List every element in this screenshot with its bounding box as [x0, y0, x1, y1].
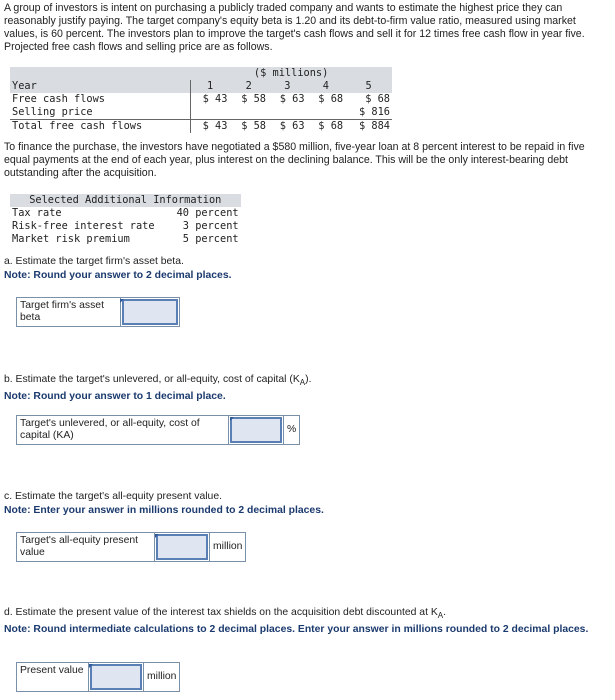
- table-row: [10, 220, 241, 233]
- answer-box-a: [16, 297, 180, 327]
- value-cell: $ 43: [190, 120, 229, 134]
- tax-shield-pv-input[interactable]: [90, 664, 142, 690]
- question-d-text: d. Estimate the present value of the interest tax shields on the acquisition debt discounted at K: [4, 607, 438, 618]
- info-value: 40 percent: [176, 207, 239, 219]
- value-cell: $ 58: [241, 93, 267, 105]
- finance-paragraph: To finance the purchase, the investors have negotiated a $580 million, five-year loan at 8 percent interest to be repaid in five equal payments at the end of each year, plus interest on the declining balance. This will be the only interest-bearing debt outstanding after the acquisition.: [4, 141, 585, 179]
- table-row: [10, 93, 392, 106]
- info-label: Market risk premium: [12, 233, 130, 245]
- year-cell: 1: [190, 80, 229, 93]
- intro-paragraph: A group of investors is intent on purchasing a publicly traded company and wants to estimate the highest price they can reasonably justify paying. The target company's equity beta is 1.20 and its debt-to-firm value ratio, measured using market values, is 60 percent. The investors plan to improve the target's cash flows and sell it for 12 times free cash flow in year five. Projected free cash flows and selling price are as follows.: [4, 2, 585, 53]
- table-row: [10, 233, 241, 246]
- info-value: 5 percent: [182, 233, 239, 245]
- question-c: [4, 490, 604, 518]
- question-d: [4, 606, 604, 637]
- question-d-note: Note: Round intermediate calculations to 2 decimal places. Enter your answer in millions rounded to 2 decimal places.: [4, 624, 589, 636]
- question-b: [4, 373, 604, 404]
- question-b-text-end: ).: [305, 374, 312, 385]
- answer-c-label: Target's all-equity present value: [17, 533, 155, 561]
- value-cell: $ 43: [190, 93, 229, 106]
- question-b-subscript: A: [299, 378, 306, 388]
- question-c-note: Note: Enter your answer in millions rounded to 2 decimal places.: [4, 505, 324, 516]
- info-label: Risk-free interest rate: [12, 220, 155, 232]
- row-label: Selling price: [12, 106, 93, 118]
- question-c-text: c. Estimate the target's all-equity present value.: [4, 491, 222, 502]
- asset-beta-input[interactable]: [122, 299, 178, 325]
- answer-box-c: [16, 532, 246, 562]
- value-cell: $ 68: [365, 93, 390, 105]
- table-row: [10, 207, 241, 220]
- table-row: [10, 120, 392, 134]
- input-marker-icon: [89, 664, 93, 668]
- question-a-text: a. Estimate the target firm's asset beta.: [4, 256, 184, 267]
- question-b-note: Note: Round your answer to 1 decimal place.: [4, 391, 226, 403]
- value-cell: [307, 106, 346, 120]
- row-label: Free cash flows: [12, 93, 105, 105]
- percent-unit: %: [283, 416, 299, 444]
- additional-info-table: [10, 194, 241, 246]
- info-value: 3 percent: [182, 220, 239, 232]
- cash-flow-table: [10, 67, 392, 133]
- answer-a-label: Target firm's asset beta: [17, 298, 121, 326]
- years-label: Year: [10, 80, 190, 93]
- unlevered-cost-input[interactable]: [230, 417, 282, 443]
- input-marker-icon: [155, 534, 159, 538]
- additional-info-title: Selected Additional Information: [10, 194, 241, 207]
- input-marker-icon: [230, 417, 234, 421]
- question-a-note: Note: Round your answer to 2 decimal places.: [4, 270, 232, 281]
- table-row: [10, 106, 392, 120]
- year-cell: 2: [229, 80, 268, 93]
- row-label: Total free cash flows: [10, 120, 190, 134]
- question-a: [4, 255, 604, 283]
- year-cell: 3: [268, 80, 307, 93]
- answer-box-b: [16, 415, 300, 445]
- value-cell: $ 63: [279, 93, 305, 105]
- value-cell: $ 58: [229, 120, 268, 134]
- value-cell: $ 68: [318, 93, 344, 105]
- cash-flow-caption: ($ millions): [190, 67, 392, 80]
- million-unit: million: [209, 533, 245, 561]
- question-d-text-end: .: [443, 607, 447, 618]
- value-cell: [229, 106, 268, 120]
- question-b-text: b. Estimate the target's unlevered, or all-equity, cost of capital (K: [4, 374, 300, 385]
- value-cell: $ 63: [268, 120, 307, 134]
- value-cell: [190, 106, 229, 120]
- value-cell: $ 884: [345, 120, 392, 134]
- info-label: Tax rate: [12, 207, 62, 219]
- year-cell: 4: [307, 80, 346, 93]
- question-d-subscript: A: [437, 611, 444, 621]
- answer-b-label: Target's unlevered, or all-equity, cost of capital (KA): [17, 416, 229, 444]
- value-cell: $ 68: [307, 120, 346, 134]
- input-marker-icon: [120, 299, 124, 303]
- value-cell: $ 816: [359, 106, 390, 118]
- answer-box-d: [16, 662, 180, 692]
- year-cell: 5: [345, 80, 392, 93]
- answer-d-label: Present value: [17, 663, 89, 691]
- value-cell: [268, 106, 307, 120]
- all-equity-pv-input[interactable]: [156, 534, 208, 560]
- million-unit: million: [143, 663, 179, 691]
